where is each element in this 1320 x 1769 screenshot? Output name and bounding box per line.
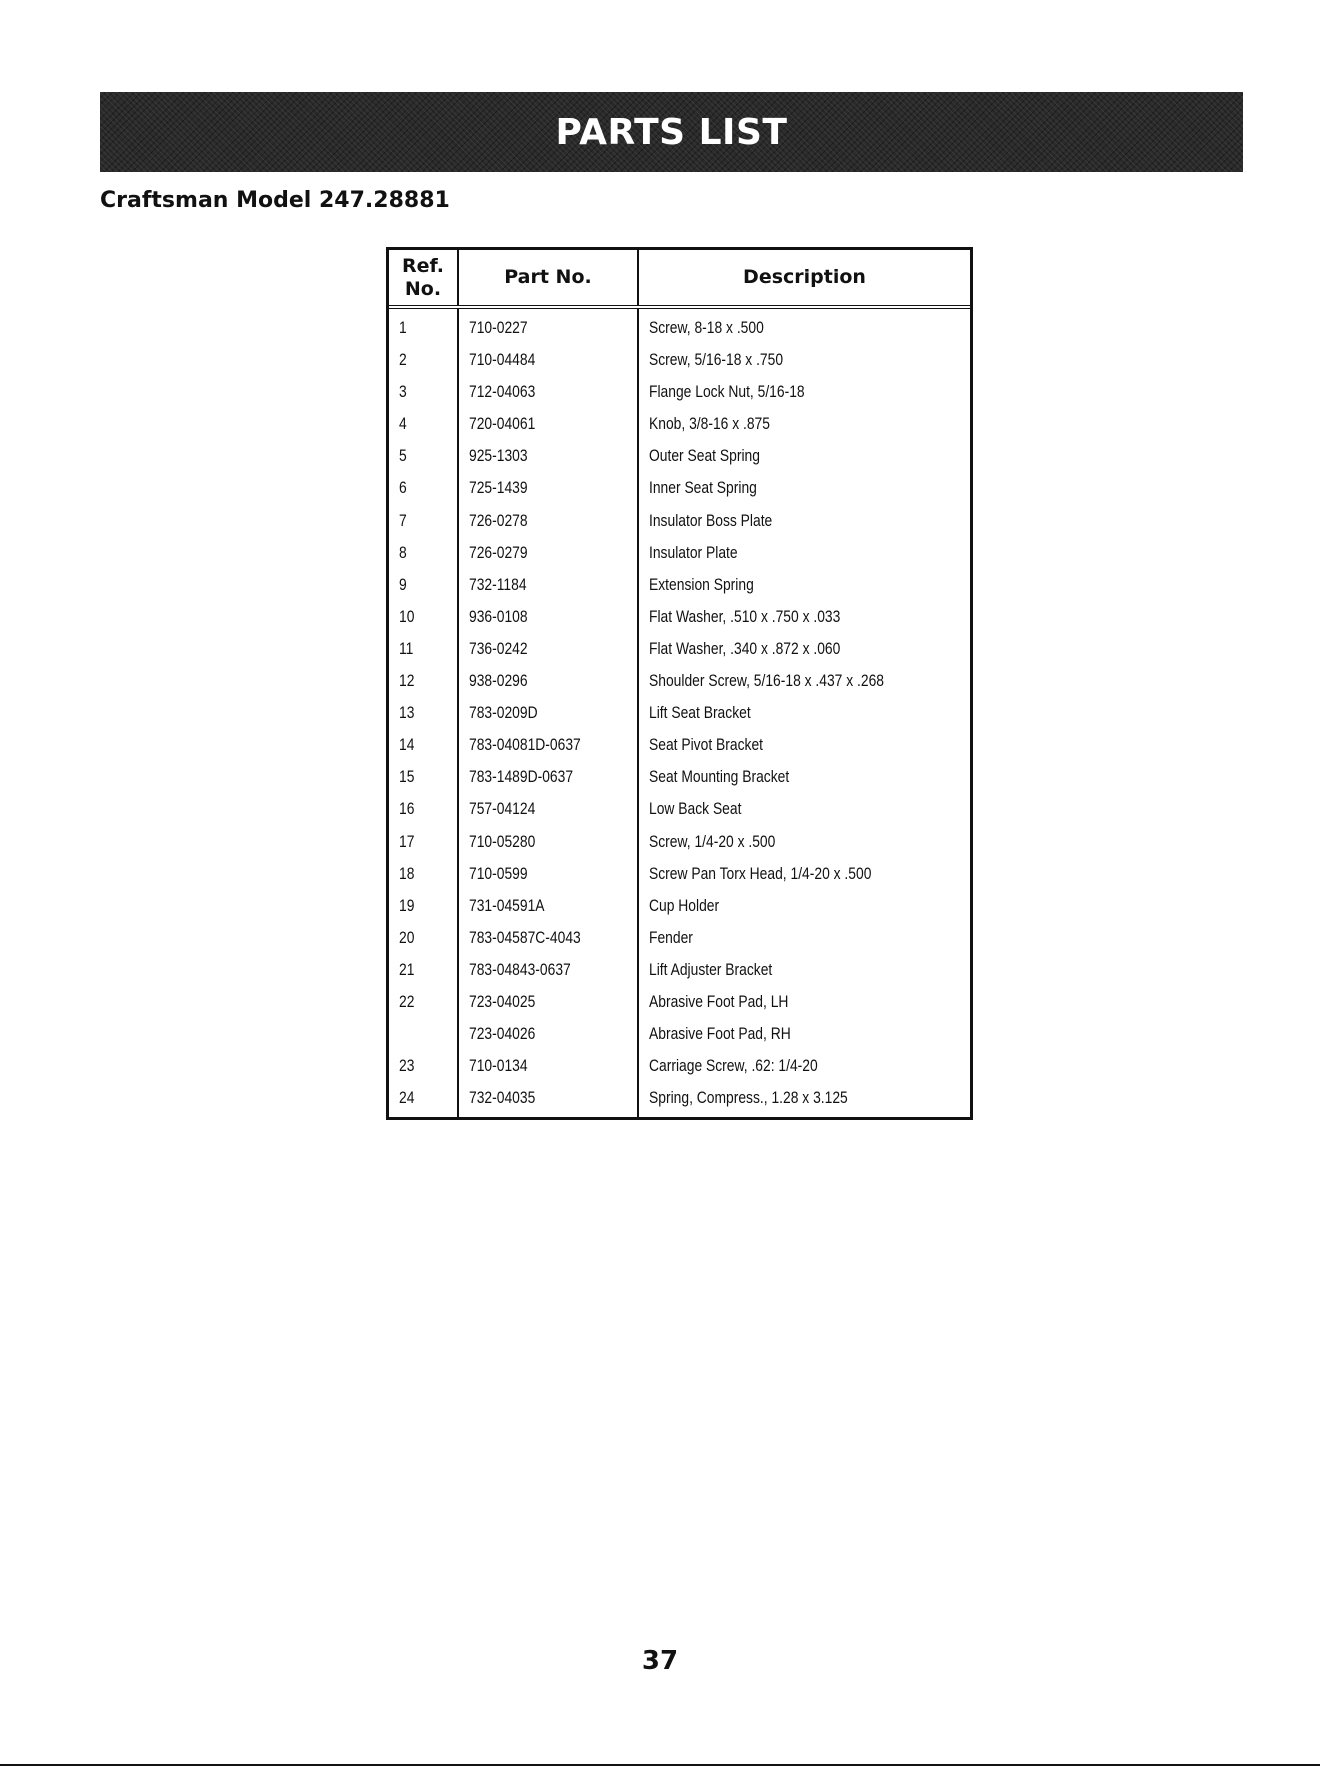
ref-cell (389, 601, 457, 633)
part-number-cell-text: 783-1489D-0637 (469, 768, 574, 787)
ref-column (389, 309, 459, 1117)
ref-cell (389, 569, 457, 601)
part-number-cell (459, 729, 637, 761)
part-number-cell (459, 858, 637, 890)
part-number-cell (459, 761, 637, 793)
part-number-cell (459, 793, 637, 825)
description-cell-text: Flange Lock Nut, 5/16-18 (649, 383, 805, 402)
ref-cell-text: 24 (399, 1089, 415, 1108)
description-cell-text: Abrasive Foot Pad, RH (649, 1025, 791, 1044)
header-ref-no: Ref. No. (389, 250, 459, 305)
part-number-cell-text: 925-1303 (469, 447, 528, 466)
description-cell (639, 440, 970, 472)
part-number-cell-text: 710-05280 (469, 832, 536, 851)
description-cell (639, 858, 970, 890)
part-number-cell (459, 601, 637, 633)
ref-cell-text: 8 (399, 543, 407, 562)
ref-cell (389, 954, 457, 986)
table-header (389, 250, 970, 309)
description-cell (639, 1050, 970, 1082)
description-cell-text: Cup Holder (649, 896, 720, 915)
ref-cell (389, 376, 457, 408)
ref-cell-text: 5 (399, 447, 407, 466)
description-cell-text: Fender (649, 928, 693, 947)
ref-cell-text: 2 (399, 351, 407, 370)
part-number-cell-text: 736-0242 (469, 639, 528, 658)
description-cell (639, 697, 970, 729)
part-number-cell (459, 1082, 637, 1114)
description-cell (639, 505, 970, 537)
ref-cell-text: 15 (399, 768, 415, 787)
part-number-cell (459, 569, 637, 601)
description-cell-text: Lift Adjuster Bracket (649, 960, 773, 979)
description-cell-text: Outer Seat Spring (649, 447, 760, 466)
part-number-cell-text: 783-04843-0637 (469, 960, 571, 979)
part-number-cell-text: 710-04484 (469, 351, 536, 370)
description-cell (639, 601, 970, 633)
ref-cell (389, 312, 457, 344)
ref-cell (389, 697, 457, 729)
part-number-cell-text: 726-0279 (469, 543, 528, 562)
ref-cell-text: 23 (399, 1057, 415, 1076)
part-number-cell (459, 922, 637, 954)
description-cell-text: Screw, 1/4-20 x .500 (649, 832, 776, 851)
ref-cell-text: 20 (399, 928, 415, 947)
ref-cell (389, 665, 457, 697)
description-column (639, 309, 970, 1117)
description-cell (639, 537, 970, 569)
part-number-cell (459, 505, 637, 537)
ref-cell (389, 1018, 457, 1050)
part-number-cell (459, 890, 637, 922)
part-number-cell-text: 726-0278 (469, 511, 528, 530)
ref-cell-text: 9 (399, 575, 407, 594)
description-cell (639, 376, 970, 408)
description-cell-text: Carriage Screw, .62: 1/4-20 (649, 1057, 818, 1076)
part-number-cell (459, 826, 637, 858)
description-cell-text: Shoulder Screw, 5/16-18 x .437 x .268 (649, 672, 885, 691)
part-number-cell (459, 1050, 637, 1082)
table-body (389, 309, 970, 1117)
description-cell (639, 890, 970, 922)
description-cell-text: Abrasive Foot Pad, LH (649, 992, 789, 1011)
description-cell (639, 472, 970, 504)
ref-cell (389, 472, 457, 504)
description-cell-text: Low Back Seat (649, 800, 742, 819)
ref-cell (389, 761, 457, 793)
part-number-cell (459, 1018, 637, 1050)
ref-cell-text: 21 (399, 960, 415, 979)
ref-cell-text: 18 (399, 864, 415, 883)
ref-cell-text: 17 (399, 832, 415, 851)
ref-cell-text: 7 (399, 511, 407, 530)
part-number-cell (459, 376, 637, 408)
part-number-cell-text: 783-04081D-0637 (469, 736, 581, 755)
description-cell (639, 665, 970, 697)
part-number-cell (459, 312, 637, 344)
part-number-cell (459, 986, 637, 1018)
part-number-cell-text: 732-04035 (469, 1089, 536, 1108)
description-cell-text: Screw Pan Torx Head, 1/4-20 x .500 (649, 864, 872, 883)
part-number-cell-text: 725-1439 (469, 479, 528, 498)
part-number-cell-text: 936-0108 (469, 607, 528, 626)
part-number-cell (459, 344, 637, 376)
ref-cell (389, 440, 457, 472)
ref-cell-text: 10 (399, 607, 415, 626)
description-cell-text: Extension Spring (649, 575, 754, 594)
part-number-cell-text: 732-1184 (469, 575, 527, 594)
description-cell (639, 793, 970, 825)
ref-cell (389, 1082, 457, 1114)
part-number-cell-text: 720-04061 (469, 415, 536, 434)
ref-cell-text: 13 (399, 704, 415, 723)
ref-cell (389, 890, 457, 922)
part-number-cell (459, 537, 637, 569)
description-cell (639, 761, 970, 793)
description-cell (639, 826, 970, 858)
description-cell (639, 729, 970, 761)
description-cell (639, 922, 970, 954)
part-number-cell (459, 665, 637, 697)
ref-cell (389, 408, 457, 440)
part-number-cell-text: 710-0134 (469, 1057, 528, 1076)
part-number-cell-text: 757-04124 (469, 800, 536, 819)
ref-cell-text: 3 (399, 383, 407, 402)
description-cell-text: Inner Seat Spring (649, 479, 757, 498)
description-cell-text: Seat Pivot Bracket (649, 736, 764, 755)
header-part-no: Part No. (459, 250, 639, 305)
ref-cell (389, 922, 457, 954)
description-cell (639, 569, 970, 601)
description-cell (639, 344, 970, 376)
part-number-cell-text: 710-0599 (469, 864, 528, 883)
ref-cell (389, 633, 457, 665)
ref-cell-text: 1 (399, 319, 407, 337)
description-cell-text: Spring, Compress., 1.28 x 3.125 (649, 1089, 848, 1108)
description-cell-text: Lift Seat Bracket (649, 704, 751, 723)
part-number-cell-text: 938-0296 (469, 672, 528, 691)
ref-cell-text: 19 (399, 896, 415, 915)
part-number-cell-text: 710-0227 (469, 319, 528, 337)
part-number-cell (459, 408, 637, 440)
ref-cell-text: 11 (399, 639, 414, 658)
description-cell (639, 1018, 970, 1050)
ref-cell-text: 6 (399, 479, 407, 498)
description-cell (639, 1082, 970, 1114)
ref-cell (389, 986, 457, 1018)
part-number-cell-text: 712-04063 (469, 383, 536, 402)
model-heading: Craftsman Model 247.28881 (100, 188, 450, 213)
description-cell (639, 633, 970, 665)
part-number-cell-text: 723-04025 (469, 992, 536, 1011)
description-cell-text: Knob, 3/8-16 x .875 (649, 415, 770, 434)
ref-cell (389, 537, 457, 569)
bottom-rule (0, 1764, 1320, 1766)
ref-cell (389, 729, 457, 761)
part-number-cell (459, 633, 637, 665)
ref-cell (389, 505, 457, 537)
page-number: 37 (641, 1646, 679, 1676)
part-number-cell-text: 783-0209D (469, 704, 538, 723)
ref-cell (389, 344, 457, 376)
description-cell-text: Insulator Plate (649, 543, 738, 562)
part-number-cell (459, 440, 637, 472)
part-number-cell-text: 723-04026 (469, 1025, 536, 1044)
description-cell-text: Screw, 5/16-18 x .750 (649, 351, 784, 370)
description-cell-text: Flat Washer, .510 x .750 x .033 (649, 607, 841, 626)
parts-table (386, 247, 973, 1120)
ref-cell (389, 793, 457, 825)
part-number-cell-text: 783-04587C-4043 (469, 928, 581, 947)
part-number-cell (459, 697, 637, 729)
banner-title: PARTS LIST (555, 111, 788, 153)
description-cell (639, 312, 970, 344)
ref-cell-text: 22 (399, 992, 415, 1011)
header-description: Description (743, 266, 866, 288)
part-number-cell (459, 954, 637, 986)
description-cell-text: Screw, 8-18 x .500 (649, 319, 764, 337)
ref-cell (389, 826, 457, 858)
description-cell-text: Insulator Boss Plate (649, 511, 773, 530)
ref-cell-text: 14 (399, 736, 415, 755)
parts-list-banner (100, 92, 1243, 172)
ref-cell-text: 4 (399, 415, 407, 434)
description-cell (639, 954, 970, 986)
ref-cell (389, 1050, 457, 1082)
part-column (459, 309, 639, 1117)
ref-cell (389, 858, 457, 890)
description-cell (639, 408, 970, 440)
description-cell-text: Flat Washer, .340 x .872 x .060 (649, 639, 841, 658)
description-cell (639, 986, 970, 1018)
ref-cell-text: 12 (399, 672, 415, 691)
part-number-cell-text: 731-04591A (469, 896, 545, 915)
ref-cell-text: 16 (399, 800, 415, 819)
part-number-cell (459, 472, 637, 504)
description-cell-text: Seat Mounting Bracket (649, 768, 790, 787)
